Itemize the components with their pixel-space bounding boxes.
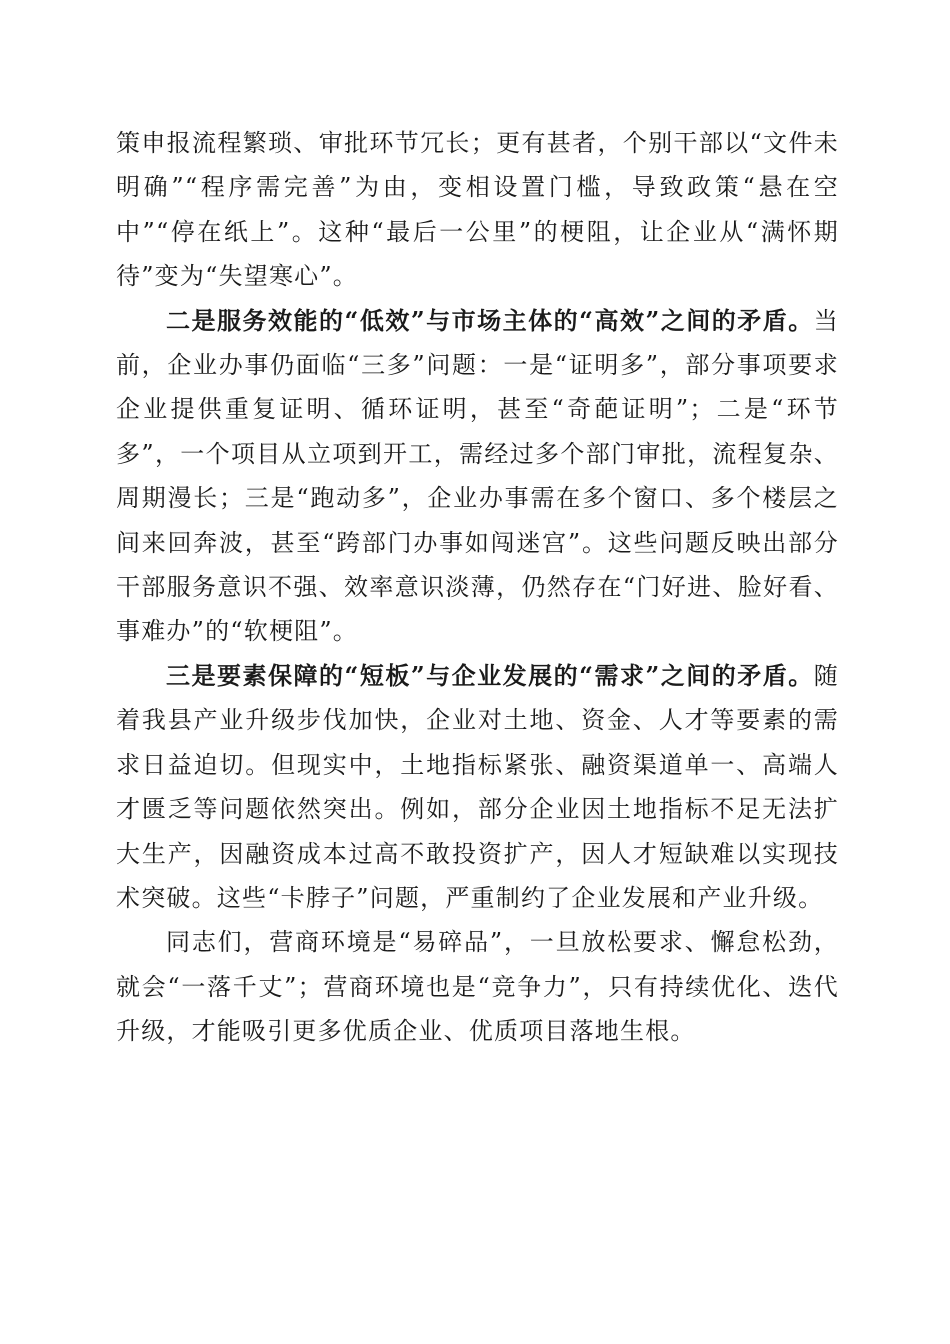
paragraph-continuation: [116, 121, 839, 299]
paragraph-lead: 二是服务效能的“低效”与市场主体的“高效”之间的矛盾。: [166, 305, 814, 335]
paragraph-closing: [116, 920, 839, 1053]
paragraph-lead: 三是要素保障的“短板”与企业发展的“需求”之间的矛盾。: [166, 660, 814, 690]
paragraph-text: 同志们，营商环境是“易碎品”，一旦放松要求、懈怠松劲，就会“一落千丈”；营商环境也是“竞争力”，只有持续优化、迭代升级，才能吸引更多优质企业、优质项目落地生根。: [116, 928, 839, 1046]
paragraph-factor-guarantee: [116, 654, 839, 920]
paragraph-text: 当前，企业办事仍面临“三多”问题：一是“证明多”，部分事项要求企业提供重复证明、循环证明，甚至“奇葩证明”；二是“环节多”，一个项目从立项到开工，需经过多个部门审批，流程复杂、周期漫长；三是“跑动多”，企业办事需在多个窗口、多个楼层之间来回奔波，甚至“跨部门办事如闯迷宫”。这些问题反映出部分干部服务意识不强、效率意识淡薄，仍然存在“门好进、脸好看、事难办”的“软梗阻”。: [116, 306, 839, 646]
paragraph-service-efficiency: [116, 299, 839, 654]
document-page: [116, 121, 839, 1054]
paragraph-text: 随着我县产业升级步伐加快，企业对土地、资金、人才等要素的需求日益迫切。但现实中，土地指标紧张、融资渠道单一、高端人才匮乏等问题依然突出。例如，部分企业因土地指标不足无法扩大生产，因融资成本过高不敢投资扩产，因人才短缺难以实现技术突破。这些“卡脖子”问题，严重制约了企业发展和产业升级。: [116, 661, 839, 912]
paragraph-text: 策申报流程繁琐、审批环节冗长；更有甚者，个别干部以“文件未明确”“程序需完善”为由，变相设置门槛，导致政策“悬在空中”“停在纸上”。这种“最后一公里”的梗阻，让企业从“满怀期待”变为“失望寒心”。: [116, 129, 839, 291]
